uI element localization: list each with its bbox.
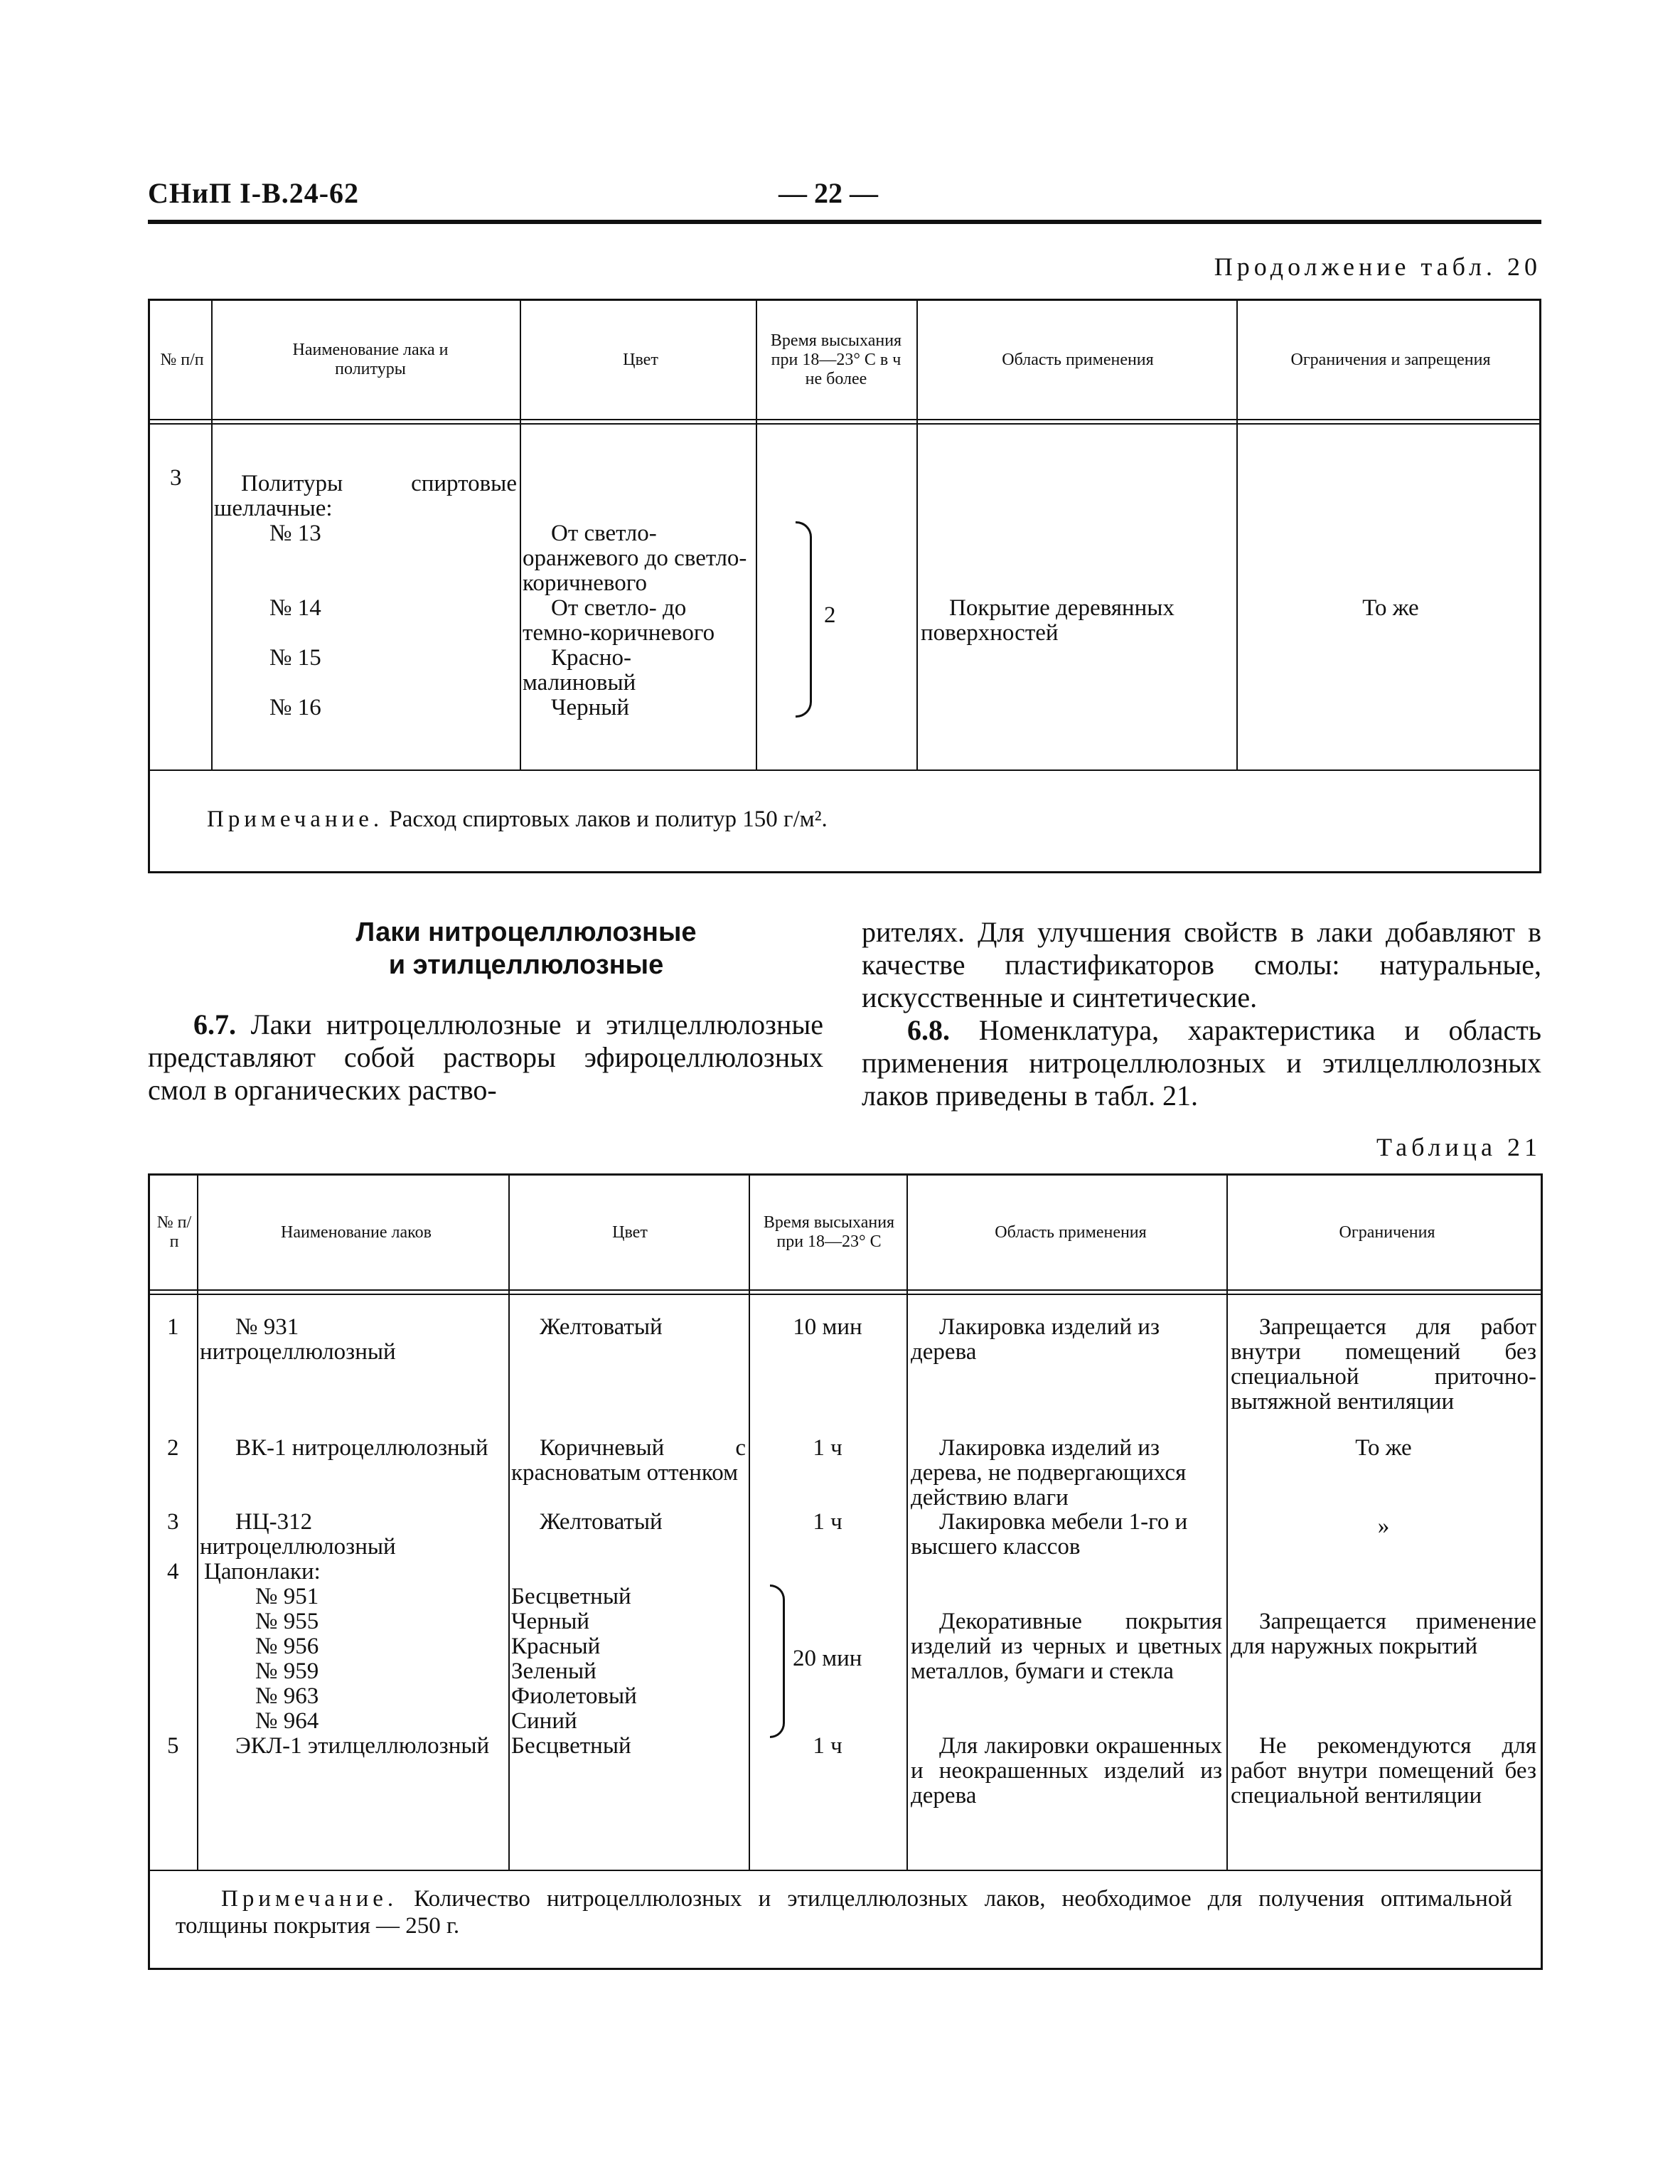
- paragraph-text: рителях. Для улучшения свойств в лаки добавляют в качестве пластификаторов смолы: натуральные, искусственные и синтетические.: [862, 916, 1541, 1013]
- lacquer-color: Черный: [511, 1609, 590, 1634]
- lacquer-color: Синий: [511, 1708, 577, 1734]
- note-text: Расход спиртовых лаков и политур 150 г/м².: [389, 806, 828, 832]
- paragraph-number: 6.8.: [907, 1014, 950, 1046]
- polish-item: № 15: [269, 645, 321, 671]
- paragraph-number: 6.7.: [193, 1008, 236, 1040]
- polish-name: Политуры спиртовые: [241, 471, 517, 496]
- polish-color: От светло- до темно-коричневого: [523, 595, 715, 646]
- restrictions: Запрещается для работ внутри помещений без специальной приточно-вытяжной вентиляции: [1231, 1314, 1536, 1415]
- paragraph-6-7-continued: [862, 916, 1541, 1014]
- polish-item: № 13: [269, 521, 321, 546]
- restrictions: »: [1377, 1513, 1390, 1539]
- brace-group: [796, 521, 812, 718]
- application: Лакировка изделий из дерева, не подвергающихся действию влаги: [911, 1435, 1187, 1511]
- header-rule: [148, 220, 1541, 224]
- application: Лакировка мебели 1-го и высшего классов: [911, 1509, 1188, 1560]
- lacquer-item: № 955: [255, 1609, 319, 1634]
- drying-time: 10 мин: [793, 1314, 862, 1340]
- note-label: Примечание.: [221, 1886, 398, 1912]
- heading-line: и этилцеллюлозные: [388, 950, 664, 980]
- paragraph-6-7: [148, 1008, 823, 1107]
- row-number: 4: [167, 1559, 179, 1584]
- row-number: 5: [167, 1733, 179, 1759]
- drying-time: 1 ч: [813, 1733, 842, 1759]
- lacquer-color: Желтоватый: [540, 1509, 663, 1535]
- polish-color: Красно-малиновый: [523, 645, 636, 696]
- lacquer-color: Бесцветный: [511, 1733, 631, 1759]
- restrictions: То же: [1355, 1435, 1412, 1461]
- application: Покрытие деревянных поверхностей: [921, 595, 1175, 646]
- row-number: 3: [170, 465, 182, 491]
- lacquer-color: Фиолетовый: [511, 1683, 637, 1709]
- lacquer-name: НЦ-312 нитроцеллюлозный: [200, 1509, 396, 1560]
- col-header-drying-time: Время высыхания при 18—23° С: [763, 1213, 895, 1251]
- row-number: 3: [167, 1509, 179, 1535]
- lacquer-item: № 951: [255, 1584, 319, 1609]
- lacquer-item: № 964: [255, 1708, 319, 1734]
- lacquer-item: № 956: [255, 1634, 319, 1659]
- heading-line: Лаки нитроцеллюлозные: [355, 917, 697, 947]
- lacquer-color: Красный: [511, 1634, 601, 1659]
- polish-color: Черный: [551, 695, 630, 720]
- table20: [148, 299, 1541, 873]
- table20-note: [207, 806, 1487, 833]
- restrictions: То же: [1362, 595, 1419, 621]
- paragraph-6-8: [862, 1014, 1541, 1112]
- application: Декоративные покрытия изделий из черных и цветных металлов, бумаги и стекла: [911, 1609, 1222, 1684]
- lacquer-color: Коричневый с красноватым оттенком: [511, 1435, 746, 1486]
- lacquer-item: № 963: [255, 1683, 319, 1709]
- table21: [148, 1173, 1543, 1970]
- lacquer-name: ВК-1 нитроцеллюлозный: [235, 1435, 488, 1461]
- drying-time: 2: [824, 602, 836, 628]
- drying-time: 1 ч: [813, 1435, 842, 1461]
- polish-name-cont: шеллачные:: [214, 496, 333, 521]
- col-header-name: Наименование лака и политуры: [292, 341, 449, 378]
- application: Лакировка изделий из дерева: [911, 1314, 1160, 1365]
- row-number: 2: [167, 1435, 179, 1461]
- lacquer-name: Цапонлаки:: [204, 1559, 321, 1584]
- col-header-application: Область применения: [1002, 350, 1154, 369]
- application: Для лакировки окрашенных и неокрашенных изделий из дерева: [911, 1733, 1222, 1809]
- document-code: СНиП I-В.24-62: [148, 177, 360, 209]
- lacquer-color: Желтоватый: [540, 1314, 663, 1340]
- table20-caption: Продолжение табл. 20: [1214, 252, 1541, 281]
- polish-item: № 16: [269, 695, 321, 720]
- lacquer-item: № 959: [255, 1658, 319, 1684]
- section-heading: [256, 916, 796, 981]
- paragraph-text: Номенклатура, характеристика и область применения нитроцеллюлозных и этилцеллюлозных лаков приведены в табл. 21.: [862, 1014, 1541, 1112]
- lacquer-color: Зеленый: [511, 1658, 596, 1684]
- table21-caption: Таблица 21: [1376, 1133, 1541, 1161]
- col-header-application: Область применения: [995, 1222, 1147, 1242]
- lacquer-name: № 931 нитроцеллюлозный: [200, 1314, 396, 1365]
- row-number: 1: [167, 1314, 179, 1340]
- col-header-number: № п/п: [156, 1213, 192, 1251]
- col-header-drying-time: Время высыхания при 18—23° С в ч не более: [770, 331, 902, 388]
- paragraph-text: Лаки нитроцеллюлозные и этилцеллюлозные представляют собой растворы эфироцеллюлозных смол в органических раство-: [148, 1008, 823, 1106]
- col-header-restrictions: Ограничения и запрещения: [1290, 350, 1491, 369]
- col-header-color: Цвет: [623, 350, 658, 369]
- note-text: Количество нитроцеллюлозных и этилцеллюлозных лаков, необходимое для получения оптимальной толщины покрытия — 250 г.: [176, 1886, 1512, 1939]
- col-header-color: Цвет: [612, 1222, 648, 1242]
- brace-group: [770, 1584, 785, 1738]
- drying-time: 20 мин: [793, 1646, 862, 1671]
- restrictions: Не рекомендуются для работ внутри помещений без специальной вентиляции: [1231, 1733, 1536, 1809]
- lacquer-color: Бесцветный: [511, 1584, 631, 1609]
- polish-item: № 14: [269, 595, 321, 621]
- note-label: Примечание.: [207, 806, 384, 832]
- col-header-number: № п/п: [160, 350, 204, 369]
- polish-color: От светло-оранжевого до светло-коричневого: [523, 521, 747, 596]
- restrictions: Запрещается применение для наружных покрытий: [1231, 1609, 1536, 1659]
- col-header-restrictions: Ограничения: [1339, 1222, 1435, 1242]
- lacquer-name: ЭКЛ-1 этилцеллюлозный: [235, 1733, 490, 1759]
- page-number: — 22 —: [779, 177, 878, 209]
- col-header-name: Наименование лаков: [281, 1222, 432, 1242]
- table21-note: [176, 1885, 1512, 1939]
- drying-time: 1 ч: [813, 1509, 842, 1535]
